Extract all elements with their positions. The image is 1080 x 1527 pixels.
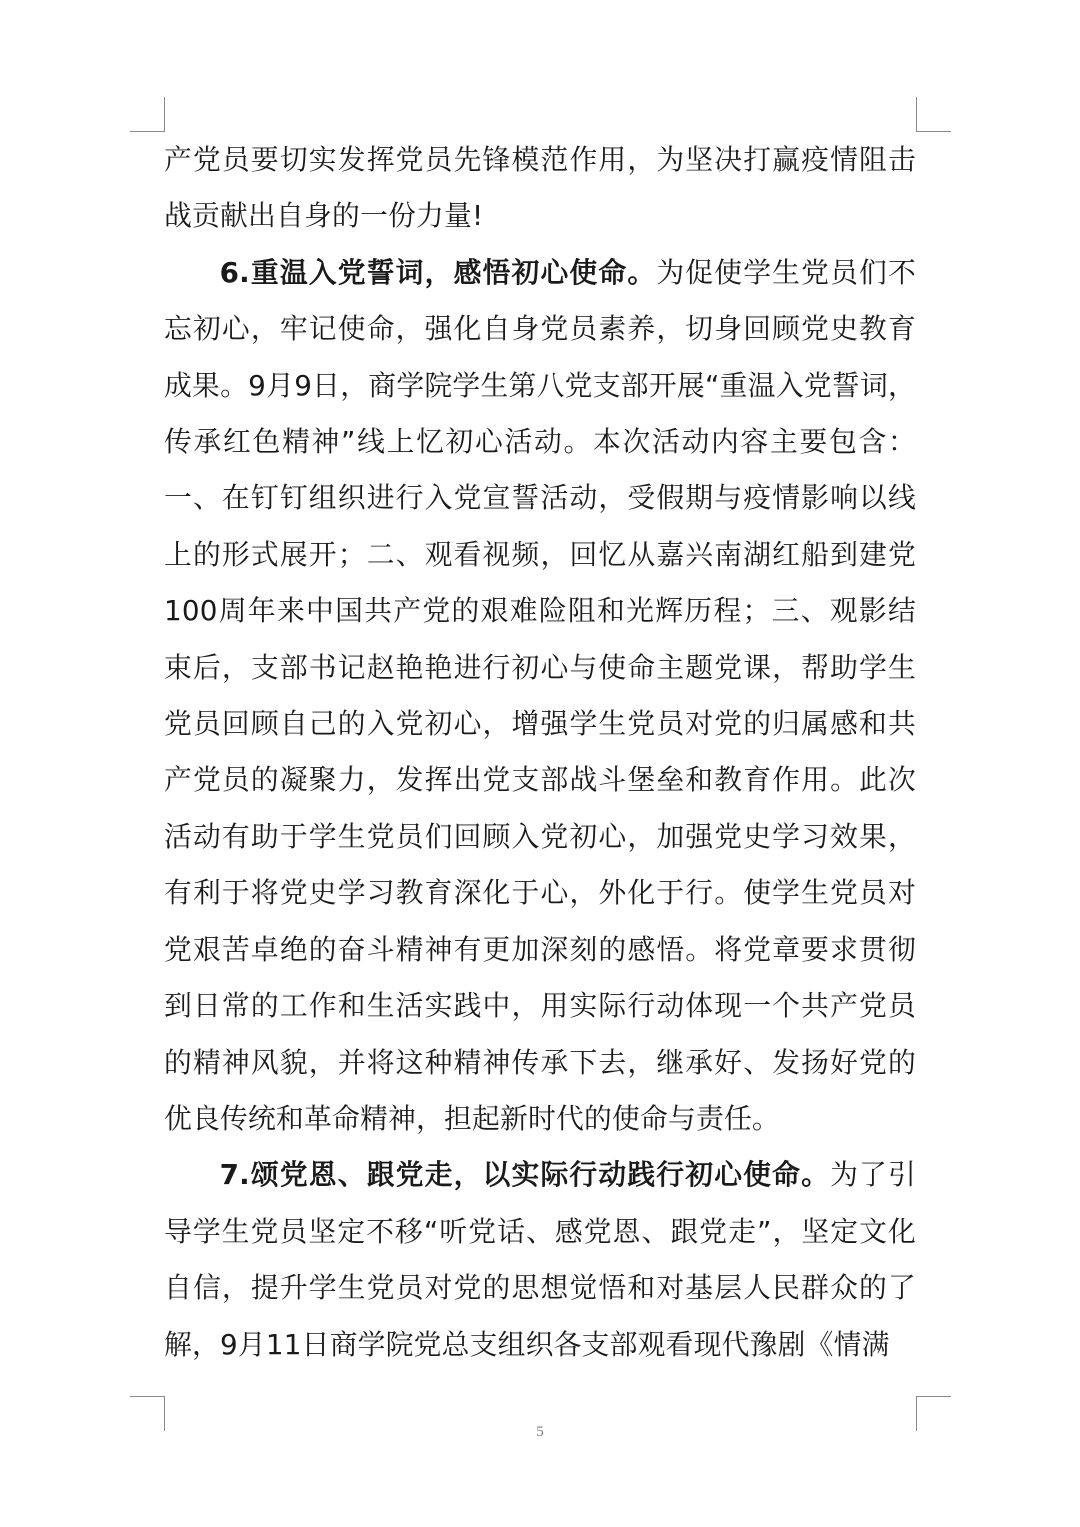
- paragraph-section-6: [164, 245, 916, 1148]
- page-number: 5: [536, 1424, 544, 1440]
- paragraph-section-7: [164, 1147, 916, 1373]
- section-heading: 7.颂党恩、跟党走，以实际行动践行初心使命。: [219, 1158, 831, 1192]
- paragraph-text: 产党员要切实发挥党员先锋模范作用，为坚决打赢疫情阻击战贡献出自身的一份力量!: [164, 143, 916, 233]
- crop-mark-top-right: [916, 97, 951, 132]
- paragraph-text: 为促使学生党员们不忘初心，牢记使命，强化自身党员素养，切身回顾党史教育成果。9月9日，商学院学生第八党支部开展“重温入党誓词，传承红色精神”线上忆初心活动。本次活动内容主要包含：一、在钉钉组织进行入党宣誓活动，受假期与疫情影响以线上的形式展开；二、观看视频，回忆从嘉兴南湖红船到建党100周年来中国共产党的艰难险阻和光辉历程；三、观影结束后，支部书记赵艳艳进行初心与使命主题党课，帮助学生党员回顾自己的入党初心，增强学生党员对党的归属感和共产党员的凝聚力，发挥出党支部战斗堡垒和教育作用。此次活动有助于学生党员们回顾入党初心，加强党史学习效果，有利于将党史学习教育深化于心，外化于行。使学生党员对党艰苦卓绝的奋斗精神有更加深刻的感悟。将党章要求贯彻到日常的工作和生活实践中，用实际行动体现一个共产党员的精神风貌，并将这种精神传承下去，继承好、发扬好党的优良传统和革命精神，担起新时代的使命与责任。: [164, 255, 916, 1135]
- section-heading: 6.重温入党誓词，感悟初心使命。: [219, 255, 657, 289]
- crop-mark-top-left: [130, 97, 165, 132]
- paragraph-text: 为了引导学生党员坚定不移“听党话、感党恩、跟党走”，坚定文化自信，提升学生党员对党的思想觉悟和对基层人民群众的了解，9月11日商学院党总支组织各支部观看现代豫剧《情满: [164, 1158, 916, 1361]
- document-body: [164, 132, 916, 1373]
- paragraph-continuation: [164, 132, 916, 245]
